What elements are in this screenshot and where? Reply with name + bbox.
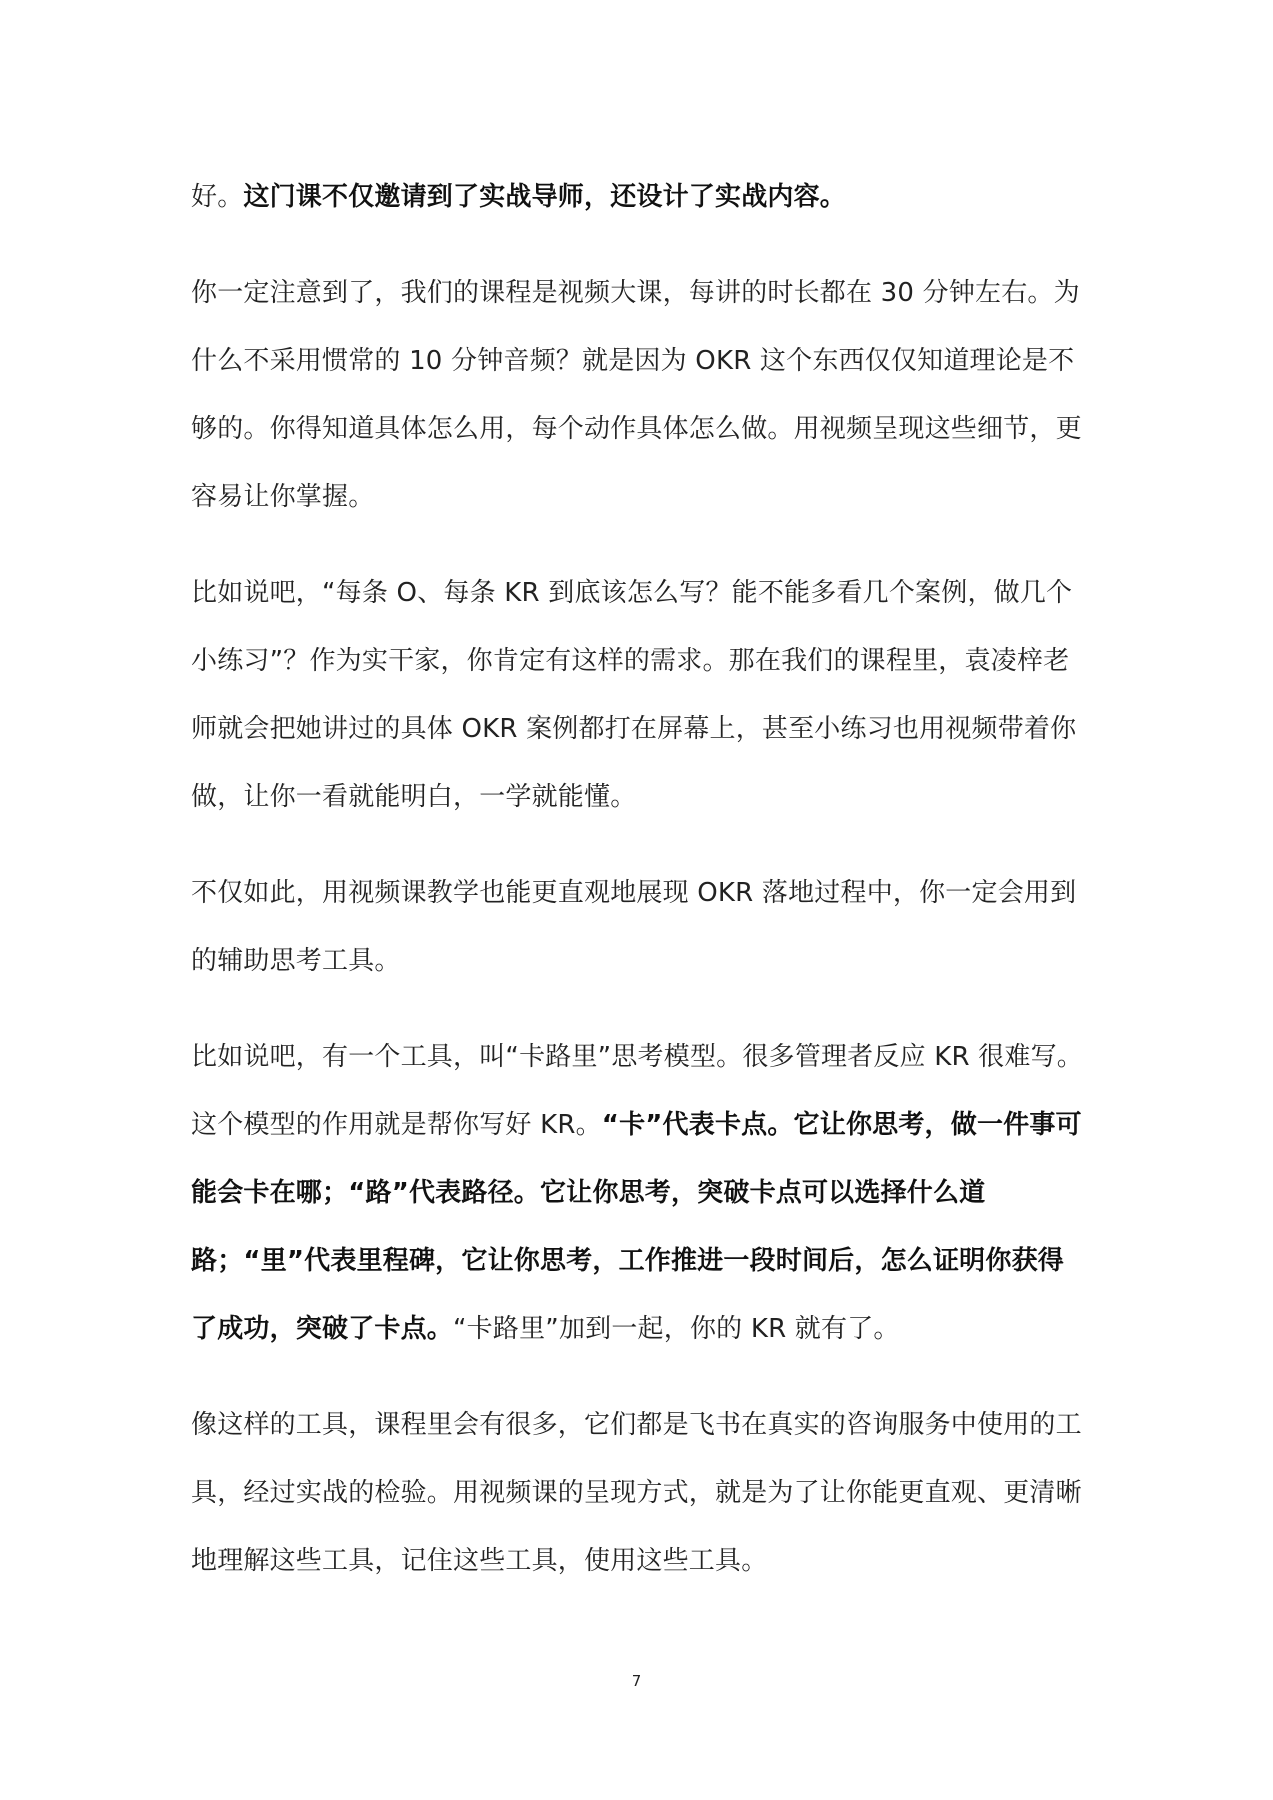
paragraph-calorie-model: [191, 1023, 1084, 1363]
text-segment: 好。: [191, 182, 244, 212]
paragraph-case-examples: [191, 559, 1084, 831]
body-text: [191, 163, 1084, 1623]
paragraph-tools-summary: [191, 1391, 1084, 1595]
text-segment: 比如说吧，“每条 O、每条 KR 到底该怎么写？能不能多看几个案例，做几个小练习”？作为实干家，你肯定有这样的需求。那在我们的课程里，袁凌梓老师就会把她讲过的具体 OKR 案例都打在屏幕上，甚至小练习也用视频带着你做，让你一看就能明白，一学就能懂。: [191, 578, 1077, 812]
text-segment: 不仅如此，用视频课教学也能更直观地展现 OKR 落地过程中，你一定会用到的辅助思考工具。: [191, 878, 1077, 976]
page-number: 7: [631, 1672, 642, 1690]
text-segment: 像这样的工具，课程里会有很多，它们都是飞书在真实的咨询服务中使用的工具，经过实战的检验。用视频课的呈现方式，就是为了让你能更直观、更清晰地理解这些工具，记住这些工具，使用这些工具。: [191, 1410, 1082, 1576]
text-segment: “卡路里”加到一起，你的 KR 就有了。: [453, 1314, 900, 1344]
bold-text-segment: 这门课不仅邀请到了实战导师，还设计了实战内容。: [243, 182, 847, 212]
paragraph-thinking-tools: [191, 859, 1084, 995]
bold-text-segment: “卡”代表卡点。它让你思考，做一件事可能会卡在哪；“路”代表路径。它让你思考，突破卡点可以选择什么道路；“里”代表里程碑，它让你思考，工作推进一段时间后，怎么证明你获得了成功，突破了卡点。: [191, 1110, 1082, 1344]
paragraph-course-design: [191, 163, 1084, 231]
paragraph-video-format: [191, 259, 1084, 531]
text-segment: 比如说吧，有一个工具，叫“卡路里”思考模型。很多管理者反应 KR 很难写。这个模型的作用就是帮你写好 KR。: [191, 1042, 1083, 1140]
text-segment: 你一定注意到了，我们的课程是视频大课，每讲的时长都在 30 分钟左右。为什么不采用惯常的 10 分钟音频？就是因为 OKR 这个东西仅仅知道理论是不够的。你得知道具体怎么用，每个动作具体怎么做。用视频呈现这些细节，更容易让你掌握。: [191, 278, 1082, 512]
